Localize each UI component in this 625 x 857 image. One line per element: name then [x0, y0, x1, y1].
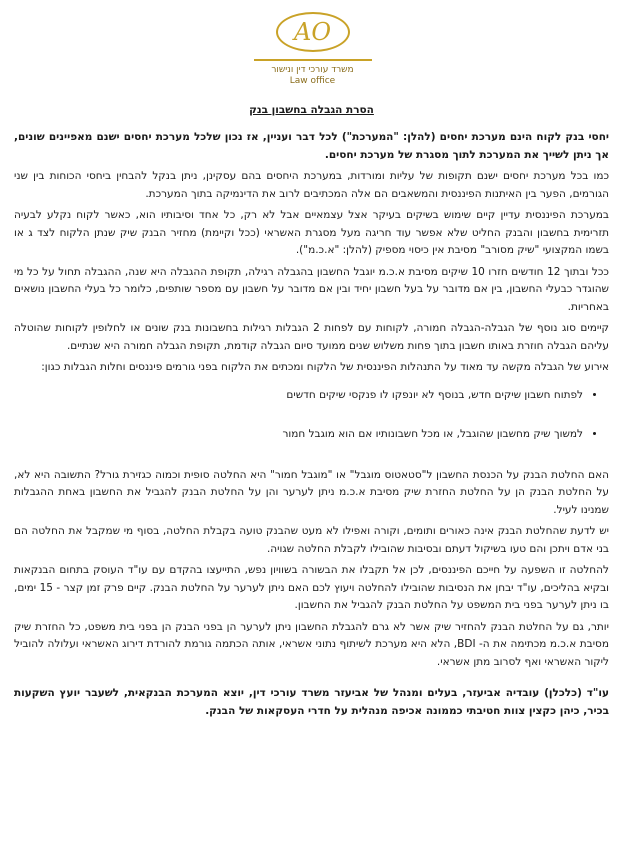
- paragraph: קיימים סוג נוסף של הגבלה-הגבלה חמורה, לקוחות עם לפחות 2 הגבלות רגילות בחשבונות בנק שונים או לחלופין לקוחות שהוטלה עליהם הגבלה חוזרת באותו חשבון בתוך פחות משלוש שנים ממועד סיום הגבלה קודמת, תקופת הגבלה חמורה היא שנתיים.: [14, 322, 609, 352]
- paragraph: ככל ובתוך 12 חודשים חזרו 10 שיקים מסיבת א.כ.מ יוגבל החשבון בהגבלה רגילה, תקופת ההגבלה היא שנה, ההגבלה תחול על כל מי שהוגדר כבעלי החשבון, בין אם מדובר על בעל חשבון יחיד ובין אם מדובר על חשבון עם מספר שותפים, כלומר כל בעלי החשבון נושאים באחריות.: [14, 265, 609, 313]
- paragraph: אירוע של הגבלה מקשה עד מאוד על התנהלות הפיננסית של הלקוח ומכתים את הלקוח בפני גורמים פיננסים וחלות הגבלות כגון:: [41, 361, 609, 373]
- paragraph: האם החלטת הבנק על הכנסת החשבון ל"סטאטוס מוגבל" או "מוגבל חמור" היא החלטה סופית וכמוה כגזירת גורל? התשובה היא לא, על החלטת הבנק הן על החלטת החזרת שיק מסיבת א.כ.מ ניתן לערער והן על החלטת הבנק להגביל את החשבון באחת ההגבלות שמנינו לעיל.: [14, 468, 609, 516]
- paragraph: יש לדעת שהחלטת הבנק אינה כאורים ותומים, וקורה ואפילו לא מעט שהבנק טועה בקבלת החלטה, בסוף מי שמקבל את החלטה הם בני אדם ויתכן והם טעו בשיקול דעתם ובסיבות שהובילו לקבלת החלטה שגויה.: [14, 525, 609, 555]
- logo-emblem: AO: [276, 12, 350, 52]
- author-bio: עו"ד (כלכלן) עובדיה אביעזר, בעלים ומנהל של אביעזר משרד עורכי דין, יוצא המערכת הבנקאית, לשעבר יועץ השקעות בכיר, כיהן כקצין צוות חטיבתי כממונה אכיפה מנהלית על חדרי העסקאות של הבנק.: [14, 687, 609, 717]
- logo-name-english: Law office: [289, 76, 336, 86]
- list-item: • למשוך שיק מחשבון שהוגבל, או מכל חשבונותיו אם הוא מוגבל חמור: [14, 426, 583, 443]
- restrictions-list: [14, 387, 609, 443]
- law-office-logo: [0, 12, 625, 87]
- paragraph: יותר, גם על החלטת הבנק להחזיר שיק אשר לא גרם להגבלת החשבון ניתן לערער הן בפני הבנק הן בפני בית משפט, כל החזרת שיק מסיבת א.כ.מ מכתימה את ה- BDI, הלא היא מערכת לשיתוף נתוני אשראי, אותה הכתמה גורמת להורדת דירוג האשראי ועלולה להוביל ליקור האשראי ואף לסרוב מתן אשראי.: [14, 620, 610, 668]
- paragraph: כמו בכל מערכת יחסים ישנם תקופות של עליות ומורדות, במערכת היחסים בהם עסקינן, ניתן בנקל להבחין ביחסי הכוחות בין שני הגורמים, הפער בין האיתנות הפיננסית והמשאבים הם אלה המכתיבים לרוב את הדינמיקה בתוך המערכת.: [14, 170, 609, 200]
- intro-paragraph: יחסי בנק לקוח הינם מערכת יחסים (להלן: "המערכת") לכל דבר ועניין, אז נכון שלכל מערכת יחסים ישנם מאפיינים שונים, אך ניתן לשייך את המערכת לתוך מסגרת של מערכת יחסים.: [14, 131, 609, 161]
- logo-divider: [254, 59, 372, 61]
- article-body: [14, 104, 609, 724]
- article-title: הסרת הגבלה בחשבון בנק: [249, 104, 374, 116]
- paragraph: להחלטה זו השפעה על חייכם הפיננסים, לכן אל תקבלו את הבשורה בשוויון נפש, התייעצו בהקדם עם עו"ד העוסק בתחום הבנקאות ובקיא בהליכים, עו"ד יבחן את הנסיבות שהובילו להחלטה ויעוץ לכם האם ניתן לערער על החלטת הבנק. קיים פרק זמן קצר - 15 ימים, בו ניתן לערער בפני בית המשפט על החלטת הבנק להגביל את החשבון.: [14, 564, 609, 611]
- logo-name-hebrew: משרד עורכי דין ונישור: [271, 65, 354, 75]
- paragraph: במערכת הפיננסית עדיין קיים שימוש בשיקים בעיקר אצל עצמאיים אבל לא רק, כל אחד וסיבותיו הוא, כאשר לקוח נקלע לבעיה תזרימית בחשבון והבנק החליט שלא אפשר עוד חריגה מעל מסגרת האשראי (ככל וקיימת) מחזיר הבנק שיק שנתן הלקוח לצד ג או בשמו המקצועי "שיק מסורב" מסיבת אין כיסוי מספיק (להלן: "א.כ.מ").: [14, 209, 609, 256]
- list-item: • לפתוח חשבון שיקים חדש, בנוסף לא יונפקו לו פנקסי שיקים חדשים: [14, 387, 583, 404]
